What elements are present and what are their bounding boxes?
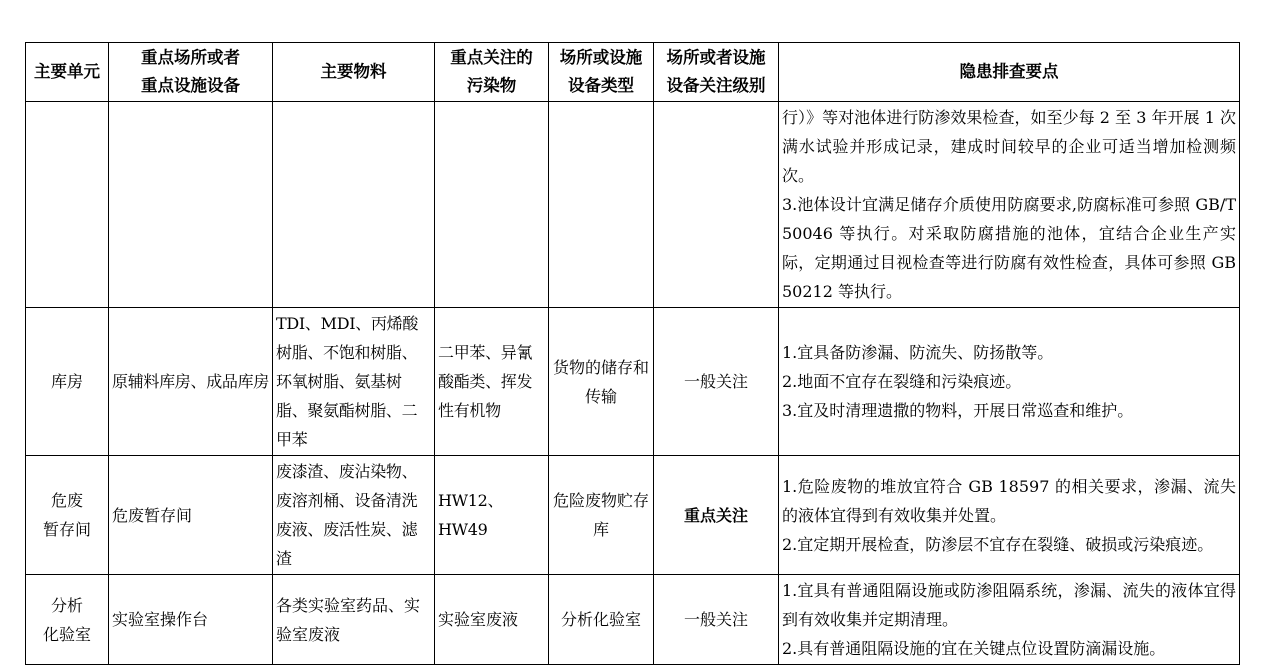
header-level: 场所或者设施 设备关注级别: [654, 43, 779, 102]
hazard-inspection-table: [25, 42, 1240, 665]
point-item: 3.宜及时清理遗撒的物料，开展日常巡查和维护。: [782, 401, 1134, 420]
cell-materials: 各类实验室药品、实验室废液: [273, 575, 435, 665]
document-page: [25, 42, 1239, 665]
cell-type: 分析化验室: [549, 575, 654, 665]
header-points: 隐患排查要点: [779, 43, 1240, 102]
cell-facility: 危废暂存间: [109, 456, 273, 575]
cell-pollutants: [435, 102, 549, 308]
header-unit: 主要单元: [26, 43, 109, 102]
cell-facility: 实验室操作台: [109, 575, 273, 665]
point-item: 2.宜定期开展检查，防渗层不宜存在裂缝、破损或污染痕迹。: [782, 534, 1214, 554]
point-item: 1.宜具有普通阻隔设施或防渗阻隔系统，渗漏、流失的液体宜得到有效收集并定期清理。: [782, 581, 1236, 629]
cell-facility: 原辅料库房、成品库房: [109, 308, 273, 456]
header-materials: 主要物料: [273, 43, 435, 102]
header-facility: 重点场所或者 重点设施设备: [109, 43, 273, 102]
cell-level: 一般关注: [654, 308, 779, 456]
point-item: 1.危险废物的堆放宜符合 GB 18597 的相关要求，渗漏、流失的液体宜得到有效收集并处置。: [782, 476, 1236, 525]
cell-level: 一般关注: [654, 575, 779, 665]
point-item: 3.池体设计宜满足储存介质使用防腐要求,防腐标准可参照 GB/T 50046 等执行。对采取防腐措施的池体，宜结合企业生产实际，定期通过目视检查等进行防腐有效性检查，具体可参照 GB 50212 等执行。: [782, 195, 1236, 301]
table-header-row: [26, 43, 1240, 102]
point-item: 2.具有普通阻隔设施的宜在关键点位设置防滴漏设施。: [782, 639, 1166, 658]
header-type: 场所或设施 设备类型: [549, 43, 654, 102]
point-item: 2.地面不宜存在裂缝和污染痕迹。: [782, 372, 1022, 391]
table-row: [26, 102, 1240, 308]
cell-points: [779, 308, 1240, 456]
cell-points: [779, 456, 1240, 575]
header-pollutants: 重点关注的 污染物: [435, 43, 549, 102]
cell-pollutants: HW12、HW49: [435, 456, 549, 575]
cell-type: 危险废物贮存库: [549, 456, 654, 575]
cell-type: [549, 102, 654, 308]
cell-pollutants: 实验室废液: [435, 575, 549, 665]
cell-level: [654, 102, 779, 308]
cell-materials: 废漆渣、废沾染物、废溶剂桶、设备清洗废液、废活性炭、滤渣: [273, 456, 435, 575]
point-item: 1.宜具备防渗漏、防流失、防扬散等。: [782, 343, 1054, 362]
cell-facility: [109, 102, 273, 308]
cell-points: [779, 575, 1240, 665]
table-row: [26, 456, 1240, 575]
cell-unit: 分析 化验室: [26, 575, 109, 665]
cell-points: [779, 102, 1240, 308]
cell-level: 重点关注: [654, 456, 779, 575]
cell-materials: TDI、MDI、丙烯酸树脂、不饱和树脂、环氧树脂、氨基树脂、聚氨酯树脂、二甲苯: [273, 308, 435, 456]
cell-pollutants: 二甲苯、异氰酸酯类、挥发性有机物: [435, 308, 549, 456]
cell-type: 货物的储存和传输: [549, 308, 654, 456]
cell-unit: 库房: [26, 308, 109, 456]
point-item: 行）》等对池体进行防渗效果检查，如至少每 2 至 3 年开展 1 次满水试验并形成记录，建成时间较早的企业可适当增加检测频次。: [782, 108, 1236, 185]
table-row: [26, 308, 1240, 456]
cell-unit: 危废 暂存间: [26, 456, 109, 575]
table-row: [26, 575, 1240, 665]
cell-unit: [26, 102, 109, 308]
cell-materials: [273, 102, 435, 308]
